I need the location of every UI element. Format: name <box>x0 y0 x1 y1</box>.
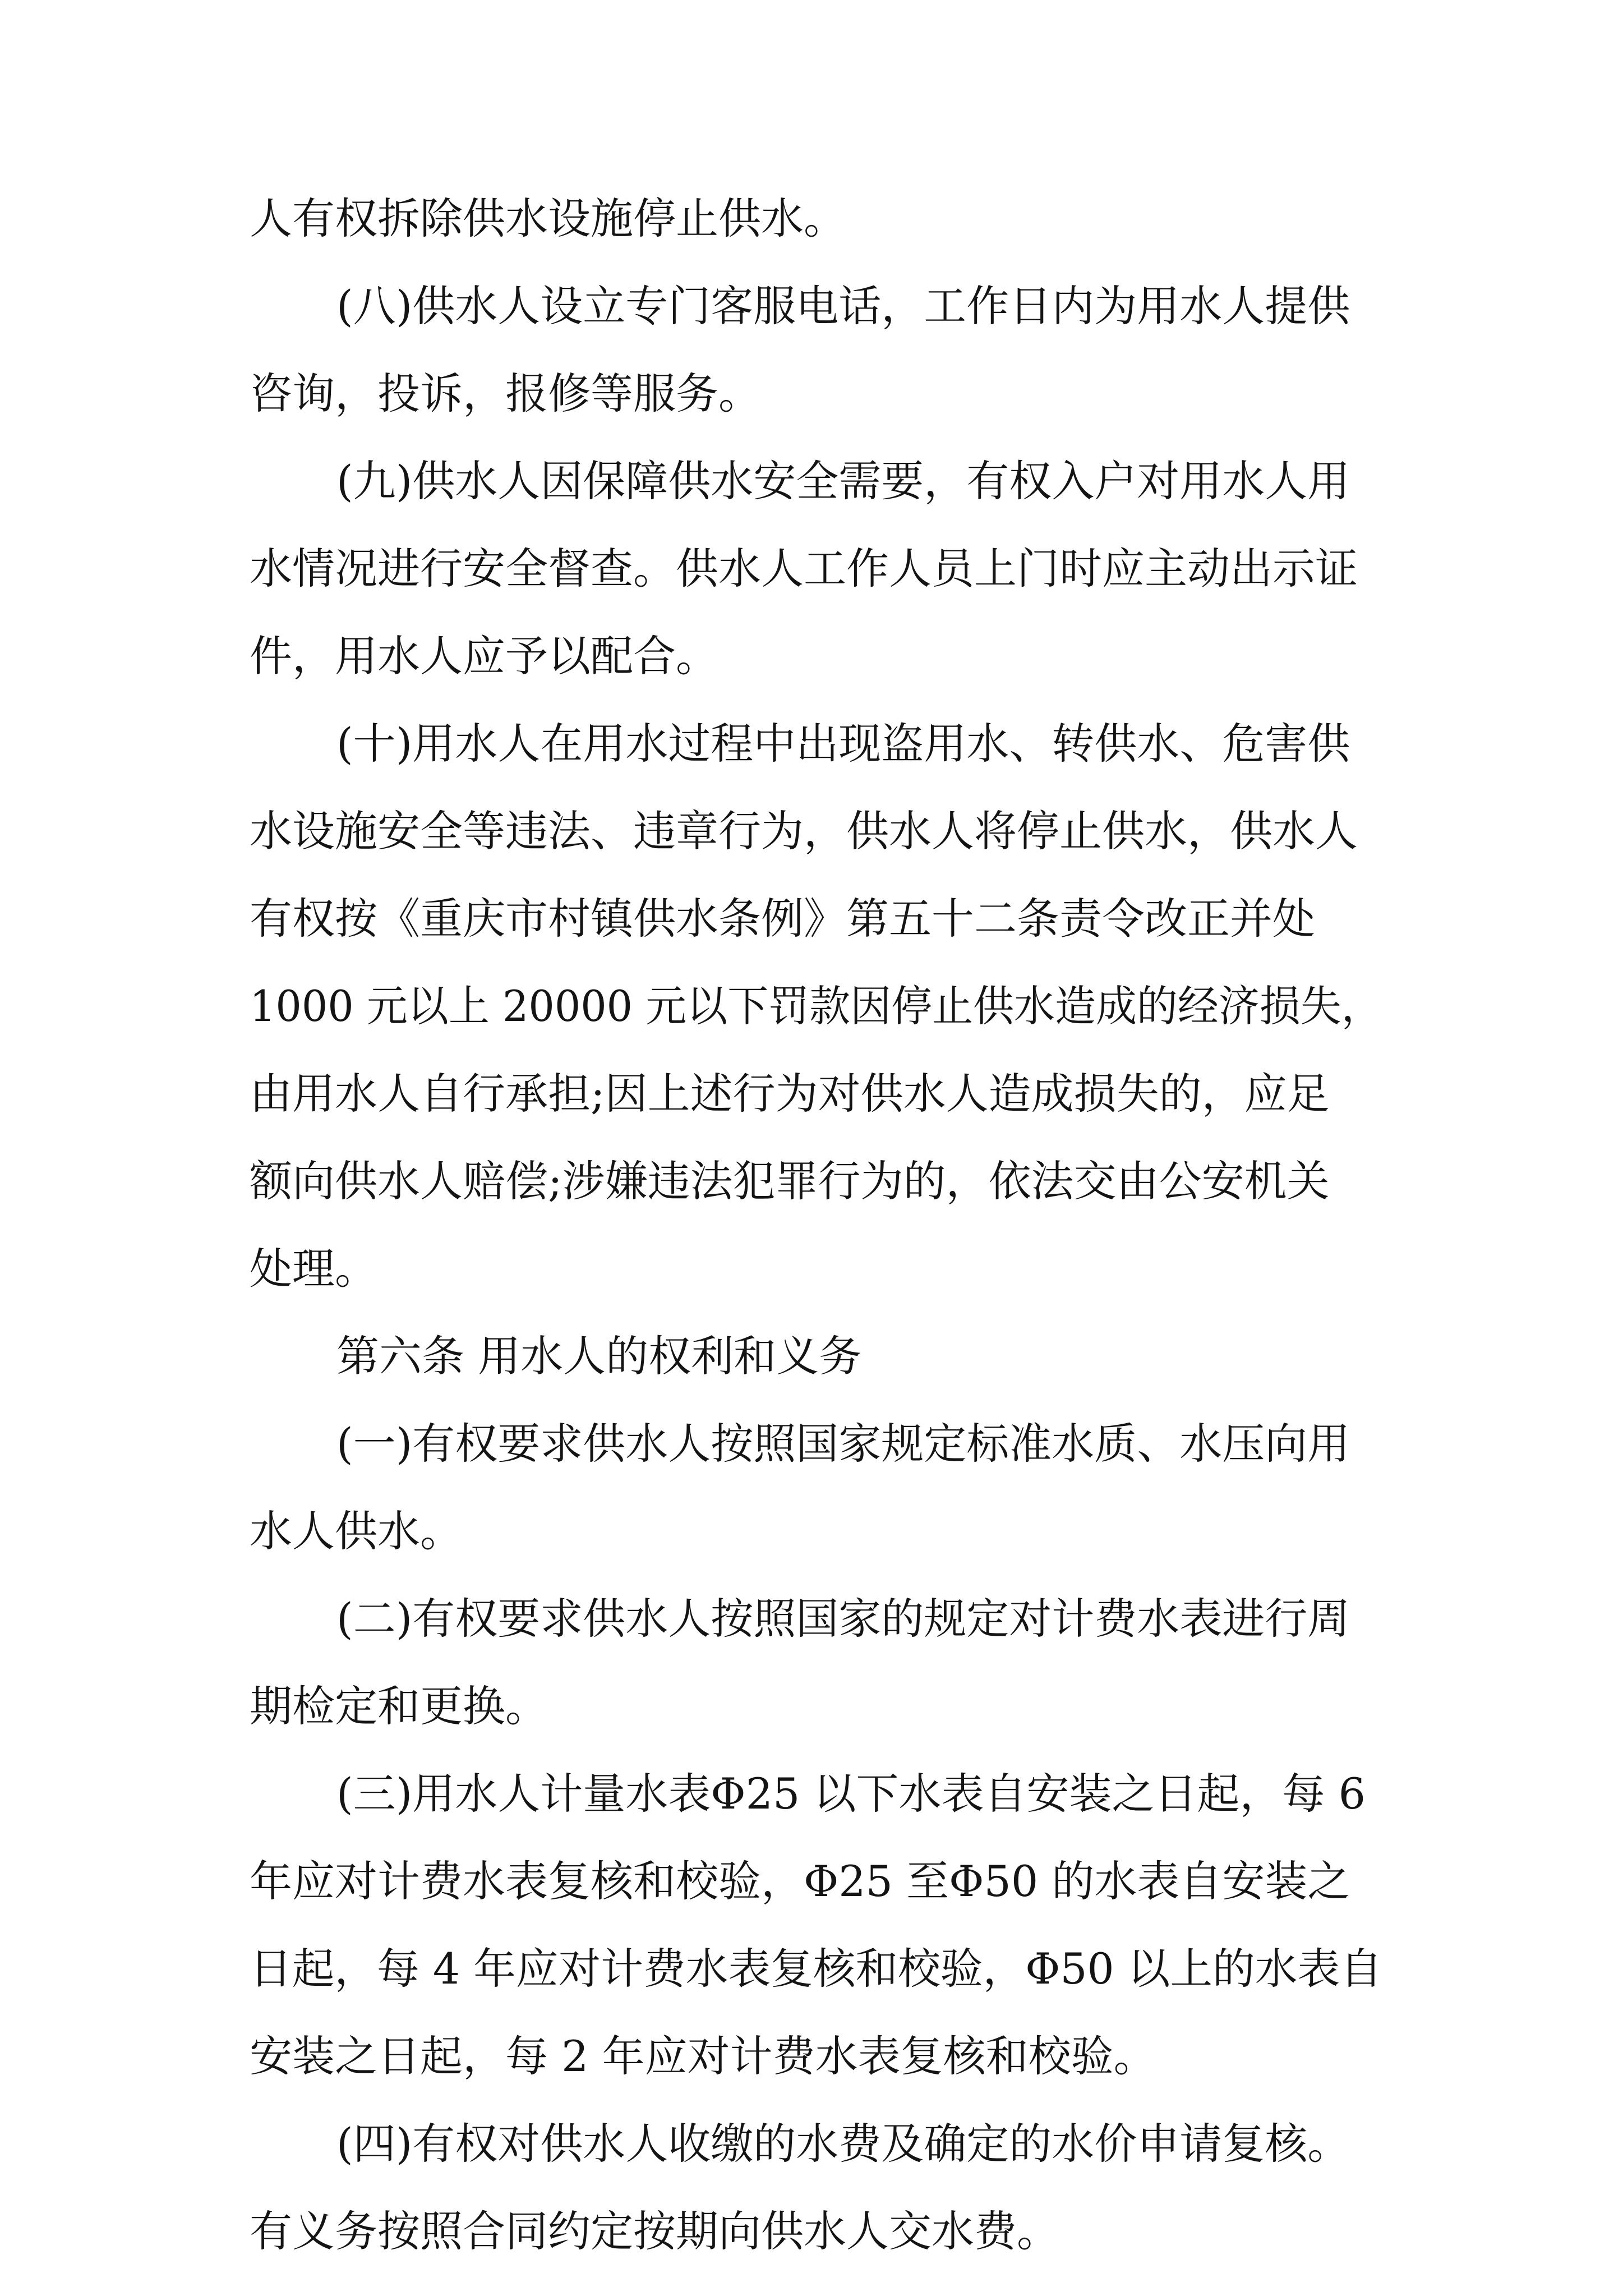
text-line: 期检定和更换。 <box>250 1681 548 1731</box>
text-line: 人有权拆除供水设施停止供水。 <box>250 194 846 243</box>
text-line: 安装之日起，每 2 年应对计费水表复核和校验。 <box>250 2031 1156 2081</box>
text-line: (三)用水人计量水表Φ25 以下水表自安装之日起，每 6 <box>336 1769 1366 1819</box>
text-line: 日起，每 4 年应对计费水表复核和校验，Φ50 以上的水表自 <box>250 1944 1382 1994</box>
text-line: (二)有权要求供水人按照国家的规定对计费水表进行周 <box>336 1594 1350 1644</box>
text-line: 有权按《重庆市村镇供水条例》第五十二条责令改正并处 <box>250 894 1315 944</box>
text-line: 有义务按照合同约定按期向供水人交水费。 <box>250 2206 1059 2256</box>
text-line: 咨询，投诉，报修等服务。 <box>250 369 761 418</box>
text-line: (十)用水人在用水过程中出现盗用水、转供水、危害供 <box>336 719 1350 769</box>
text-line: (一)有权要求供水人按照国家规定标准水质、水压向用 <box>336 1419 1350 1469</box>
text-line: 由用水人自行承担;因上述行为对供水人造成损失的，应足 <box>250 1069 1330 1119</box>
text-line: 水设施安全等违法、违章行为，供水人将停止供水，供水人 <box>250 806 1358 856</box>
text-line: (四)有权对供水人收缴的水费及确定的水价申请复核。 <box>336 2119 1350 2169</box>
text-line: 额向供水人赔偿;涉嫌违法犯罪行为的，依法交由公安机关 <box>250 1156 1330 1206</box>
text-line: 水情况进行安全督查。供水人工作人员上门时应主动出示证 <box>250 544 1358 593</box>
text-line: 年应对计费水表复核和校验，Φ25 至Φ50 的水表自安装之 <box>250 1856 1350 1906</box>
section-heading: 第六条 用水人的权利和义务 <box>336 1331 862 1381</box>
text-line: (九)供水人因保障供水安全需要，有权入户对用水人用 <box>336 456 1350 506</box>
text-line: 件，用水人应予以配合。 <box>250 631 718 681</box>
text-line: 水人供水。 <box>250 1506 463 1556</box>
text-line: 处理。 <box>250 1244 377 1294</box>
text-line: 1000 元以上 20000 元以下罚款因停止供水造成的经济损失， <box>250 981 1382 1031</box>
text-line: (八)供水人设立专门客服电话，工作日内为用水人提供 <box>336 281 1350 331</box>
